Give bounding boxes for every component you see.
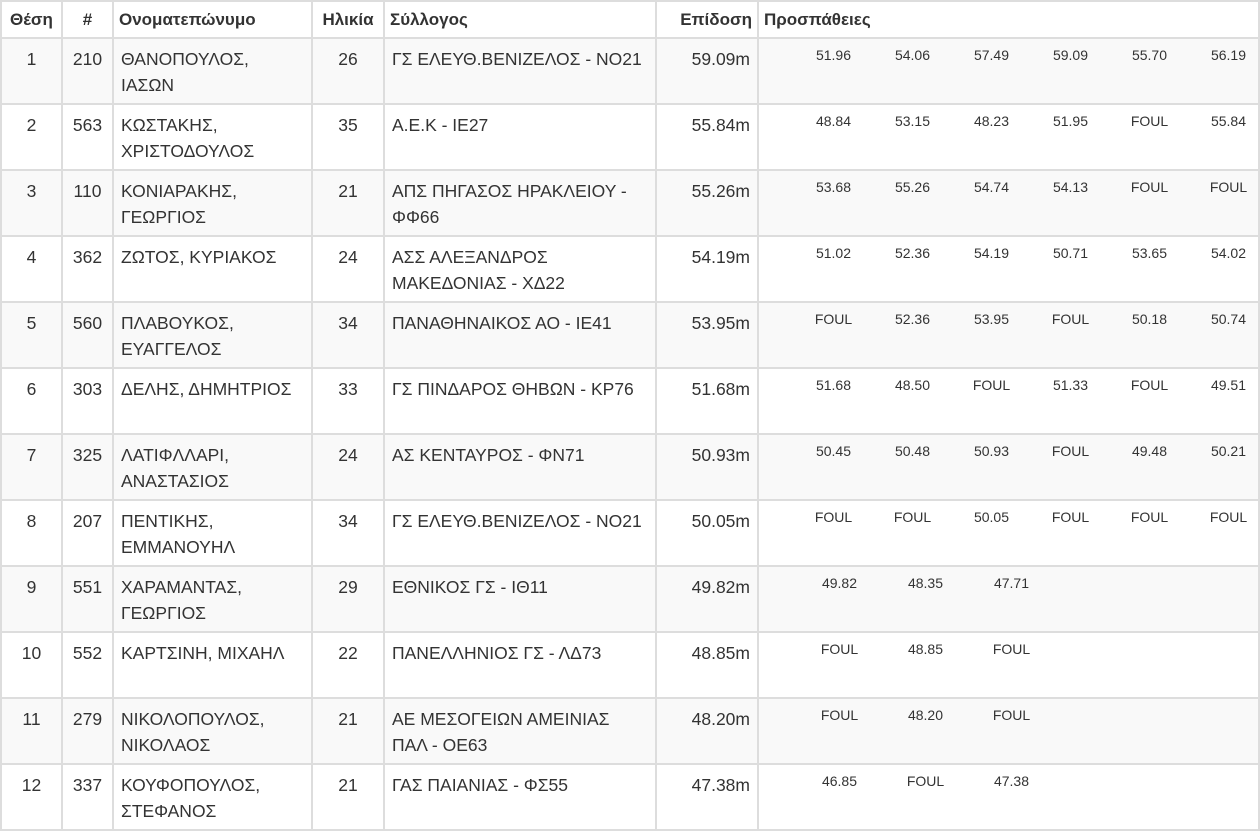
attempts-list (766, 310, 1251, 328)
attempt-value: FOUL (820, 641, 859, 657)
attempt-value: 51.02 (815, 245, 852, 261)
attempt-value: FOUL (814, 311, 853, 327)
age-cell: 21 (312, 170, 384, 236)
athlete-name-cell: ΚΟΥΦΟΠΟΥΛΟΣ, ΣΤΕΦΑΝΟΣ (113, 764, 312, 830)
attempts-list (766, 442, 1251, 460)
attempt-value: 46.85 (821, 773, 858, 789)
attempts-cell (758, 632, 1259, 698)
club-cell: ΓΣ ΕΛΕΥΘ.ΒΕΝΙΖΕΛΟΣ - ΝΟ21 (384, 500, 656, 566)
attempt-value: 49.51 (1210, 377, 1247, 393)
attempt-value: 48.85 (907, 641, 944, 657)
table-row (1, 236, 1259, 302)
attempt-value: 48.35 (907, 575, 944, 591)
attempt-value: 47.38 (993, 773, 1030, 789)
attempt-value: 50.05 (973, 509, 1010, 525)
age-cell: 21 (312, 764, 384, 830)
attempt-value: 48.84 (815, 113, 852, 129)
results-body (1, 38, 1259, 830)
attempt-value: FOUL (1130, 113, 1169, 129)
performance-cell: 54.19m (656, 236, 758, 302)
club-cell: Α.Ε.Κ - ΙΕ27 (384, 104, 656, 170)
athlete-name-cell: ΠΕΝΤΙΚΗΣ, ΕΜΜΑΝΟΥΗΛ (113, 500, 312, 566)
age-cell: 24 (312, 434, 384, 500)
attempt-value: FOUL (992, 641, 1031, 657)
attempt-value: FOUL (820, 707, 859, 723)
athlete-name-cell: ΘΑΝΟΠΟΥΛΟΣ, ΙΑΣΩΝ (113, 38, 312, 104)
attempts-list (766, 508, 1251, 526)
athlete-name-cell: ΚΩΣΤΑΚΗΣ, ΧΡΙΣΤΟΔΟΥΛΟΣ (113, 104, 312, 170)
header-club[interactable]: Σύλλογος (384, 1, 656, 38)
performance-cell: 50.05m (656, 500, 758, 566)
position-cell: 5 (1, 302, 62, 368)
bib-cell: 207 (62, 500, 113, 566)
attempt-value: 50.45 (815, 443, 852, 459)
position-cell: 2 (1, 104, 62, 170)
table-row (1, 368, 1259, 434)
attempt-value: FOUL (1051, 311, 1090, 327)
attempts-list (766, 376, 1251, 394)
table-row (1, 566, 1259, 632)
attempt-value: 53.15 (894, 113, 931, 129)
header-position[interactable]: Θέση (1, 1, 62, 38)
table-row (1, 104, 1259, 170)
attempts-list (766, 112, 1251, 130)
position-cell: 8 (1, 500, 62, 566)
attempt-value: FOUL (893, 509, 932, 525)
athlete-name-cell: ΔΕΛΗΣ, ΔΗΜΗΤΡΙΟΣ (113, 368, 312, 434)
attempt-value: 49.82 (821, 575, 858, 591)
attempt-value: 50.21 (1210, 443, 1247, 459)
attempt-value: FOUL (992, 707, 1031, 723)
header-performance[interactable]: Επίδοση (656, 1, 758, 38)
attempts-list (766, 46, 1251, 64)
attempts-list (766, 244, 1251, 262)
attempt-value: FOUL (1130, 509, 1169, 525)
age-cell: 21 (312, 698, 384, 764)
table-row (1, 170, 1259, 236)
attempts-cell (758, 368, 1259, 434)
attempt-value: 55.84 (1210, 113, 1247, 129)
bib-cell: 551 (62, 566, 113, 632)
attempts-cell (758, 500, 1259, 566)
attempt-value: 48.20 (907, 707, 944, 723)
attempt-value: 52.36 (894, 245, 931, 261)
attempts-cell (758, 434, 1259, 500)
attempts-list (766, 574, 1251, 592)
attempts-cell (758, 236, 1259, 302)
table-row (1, 698, 1259, 764)
performance-cell: 55.26m (656, 170, 758, 236)
position-cell: 4 (1, 236, 62, 302)
athlete-name-cell: ΠΛΑΒΟΥΚΟΣ, ΕΥΑΓΓΕΛΟΣ (113, 302, 312, 368)
performance-cell: 55.84m (656, 104, 758, 170)
attempt-value: 50.18 (1131, 311, 1168, 327)
club-cell: ΑΣΣ ΑΛΕΞΑΝΔΡΟΣ ΜΑΚΕΔΟΝΙΑΣ - ΧΔ22 (384, 236, 656, 302)
performance-cell: 48.85m (656, 632, 758, 698)
age-cell: 29 (312, 566, 384, 632)
club-cell: ΠΑΝΕΛΛΗΝΙΟΣ ΓΣ - ΛΔ73 (384, 632, 656, 698)
age-cell: 26 (312, 38, 384, 104)
attempt-value: 56.19 (1210, 47, 1247, 63)
age-cell: 33 (312, 368, 384, 434)
attempt-value: FOUL (1209, 509, 1248, 525)
attempts-cell (758, 170, 1259, 236)
age-cell: 22 (312, 632, 384, 698)
attempt-value: 51.96 (815, 47, 852, 63)
attempt-value: FOUL (906, 773, 945, 789)
attempt-value: 49.48 (1131, 443, 1168, 459)
attempt-value: 54.74 (973, 179, 1010, 195)
attempt-value: 51.68 (815, 377, 852, 393)
club-cell: ΑΠΣ ΠΗΓΑΣΟΣ ΗΡΑΚΛΕΙΟΥ - ΦΦ66 (384, 170, 656, 236)
attempt-value: FOUL (1130, 377, 1169, 393)
position-cell: 11 (1, 698, 62, 764)
attempts-list (766, 640, 1251, 658)
athlete-name-cell: ΚΑΡΤΣΙΝΗ, ΜΙΧΑΗΛ (113, 632, 312, 698)
position-cell: 1 (1, 38, 62, 104)
club-cell: ΠΑΝΑΘΗΝΑΙΚΟΣ ΑΟ - ΙΕ41 (384, 302, 656, 368)
header-age[interactable]: Ηλικία (312, 1, 384, 38)
table-row (1, 632, 1259, 698)
attempt-value: FOUL (1051, 443, 1090, 459)
bib-cell: 563 (62, 104, 113, 170)
attempts-cell (758, 566, 1259, 632)
club-cell: ΑΣ ΚΕΝΤΑΥΡΟΣ - ΦΝ71 (384, 434, 656, 500)
attempt-value: FOUL (1209, 179, 1248, 195)
attempt-value: FOUL (814, 509, 853, 525)
attempt-value: 59.09 (1052, 47, 1089, 63)
attempt-value: 50.71 (1052, 245, 1089, 261)
attempts-list (766, 178, 1251, 196)
age-cell: 34 (312, 500, 384, 566)
attempts-cell (758, 764, 1259, 830)
performance-cell: 48.20m (656, 698, 758, 764)
club-cell: ΓΣ ΠΙΝΔΑΡΟΣ ΘΗΒΩΝ - ΚΡ76 (384, 368, 656, 434)
bib-cell: 110 (62, 170, 113, 236)
position-cell: 12 (1, 764, 62, 830)
attempt-value: 48.50 (894, 377, 931, 393)
performance-cell: 50.93m (656, 434, 758, 500)
attempt-value: 54.06 (894, 47, 931, 63)
performance-cell: 59.09m (656, 38, 758, 104)
attempt-value: 55.70 (1131, 47, 1168, 63)
club-cell: ΑΕ ΜΕΣΟΓΕΙΩΝ ΑΜΕΙΝΙΑΣ ΠΑΛ - ΟΕ63 (384, 698, 656, 764)
attempts-cell (758, 104, 1259, 170)
attempt-value: 51.95 (1052, 113, 1089, 129)
header-bib[interactable]: # (62, 1, 113, 38)
attempt-value: 53.68 (815, 179, 852, 195)
athlete-name-cell: ΧΑΡΑΜΑΝΤΑΣ, ΓΕΩΡΓΙΟΣ (113, 566, 312, 632)
bib-cell: 325 (62, 434, 113, 500)
club-cell: ΓΑΣ ΠΑΙΑΝΙΑΣ - ΦΣ55 (384, 764, 656, 830)
club-cell: ΓΣ ΕΛΕΥΘ.ΒΕΝΙΖΕΛΟΣ - ΝΟ21 (384, 38, 656, 104)
age-cell: 24 (312, 236, 384, 302)
attempt-value: FOUL (1051, 509, 1090, 525)
header-name[interactable]: Ονοματεπώνυμο (113, 1, 312, 38)
performance-cell: 51.68m (656, 368, 758, 434)
performance-cell: 53.95m (656, 302, 758, 368)
attempts-cell (758, 698, 1259, 764)
position-cell: 6 (1, 368, 62, 434)
performance-cell: 47.38m (656, 764, 758, 830)
attempt-value: 53.95 (973, 311, 1010, 327)
attempt-value: 50.93 (973, 443, 1010, 459)
athlete-name-cell: ΚΟΝΙΑΡΑΚΗΣ, ΓΕΩΡΓΙΟΣ (113, 170, 312, 236)
bib-cell: 210 (62, 38, 113, 104)
athlete-name-cell: ΛΑΤΙΦΛΛΑΡΙ, ΑΝΑΣΤΑΣΙΟΣ (113, 434, 312, 500)
position-cell: 7 (1, 434, 62, 500)
age-cell: 35 (312, 104, 384, 170)
attempt-value: 52.36 (894, 311, 931, 327)
table-row (1, 38, 1259, 104)
position-cell: 9 (1, 566, 62, 632)
attempt-value: 50.74 (1210, 311, 1247, 327)
attempts-list (766, 706, 1251, 724)
attempts-cell (758, 38, 1259, 104)
attempt-value: 51.33 (1052, 377, 1089, 393)
table-row (1, 764, 1259, 830)
attempt-value: 53.65 (1131, 245, 1168, 261)
bib-cell: 552 (62, 632, 113, 698)
athlete-name-cell: ΖΩΤΟΣ, ΚΥΡΙΑΚΟΣ (113, 236, 312, 302)
attempts-cell (758, 302, 1259, 368)
attempt-value: 55.26 (894, 179, 931, 195)
attempt-value: FOUL (972, 377, 1011, 393)
attempts-list (766, 772, 1251, 790)
attempt-value: 57.49 (973, 47, 1010, 63)
header-row (1, 1, 1259, 38)
attempt-value: 54.02 (1210, 245, 1247, 261)
attempt-value: 54.13 (1052, 179, 1089, 195)
attempt-value: FOUL (1130, 179, 1169, 195)
bib-cell: 337 (62, 764, 113, 830)
attempt-value: 50.48 (894, 443, 931, 459)
table-row (1, 500, 1259, 566)
bib-cell: 362 (62, 236, 113, 302)
position-cell: 10 (1, 632, 62, 698)
club-cell: ΕΘΝΙΚΟΣ ΓΣ - ΙΘ11 (384, 566, 656, 632)
athlete-name-cell: ΝΙΚΟΛΟΠΟΥΛΟΣ, ΝΙΚΟΛΑΟΣ (113, 698, 312, 764)
table-row (1, 302, 1259, 368)
bib-cell: 279 (62, 698, 113, 764)
bib-cell: 560 (62, 302, 113, 368)
attempt-value: 47.71 (993, 575, 1030, 591)
attempt-value: 48.23 (973, 113, 1010, 129)
bib-cell: 303 (62, 368, 113, 434)
table-row (1, 434, 1259, 500)
position-cell: 3 (1, 170, 62, 236)
performance-cell: 49.82m (656, 566, 758, 632)
attempt-value: 54.19 (973, 245, 1010, 261)
header-attempts: Προσπάθειες (758, 1, 1259, 38)
age-cell: 34 (312, 302, 384, 368)
